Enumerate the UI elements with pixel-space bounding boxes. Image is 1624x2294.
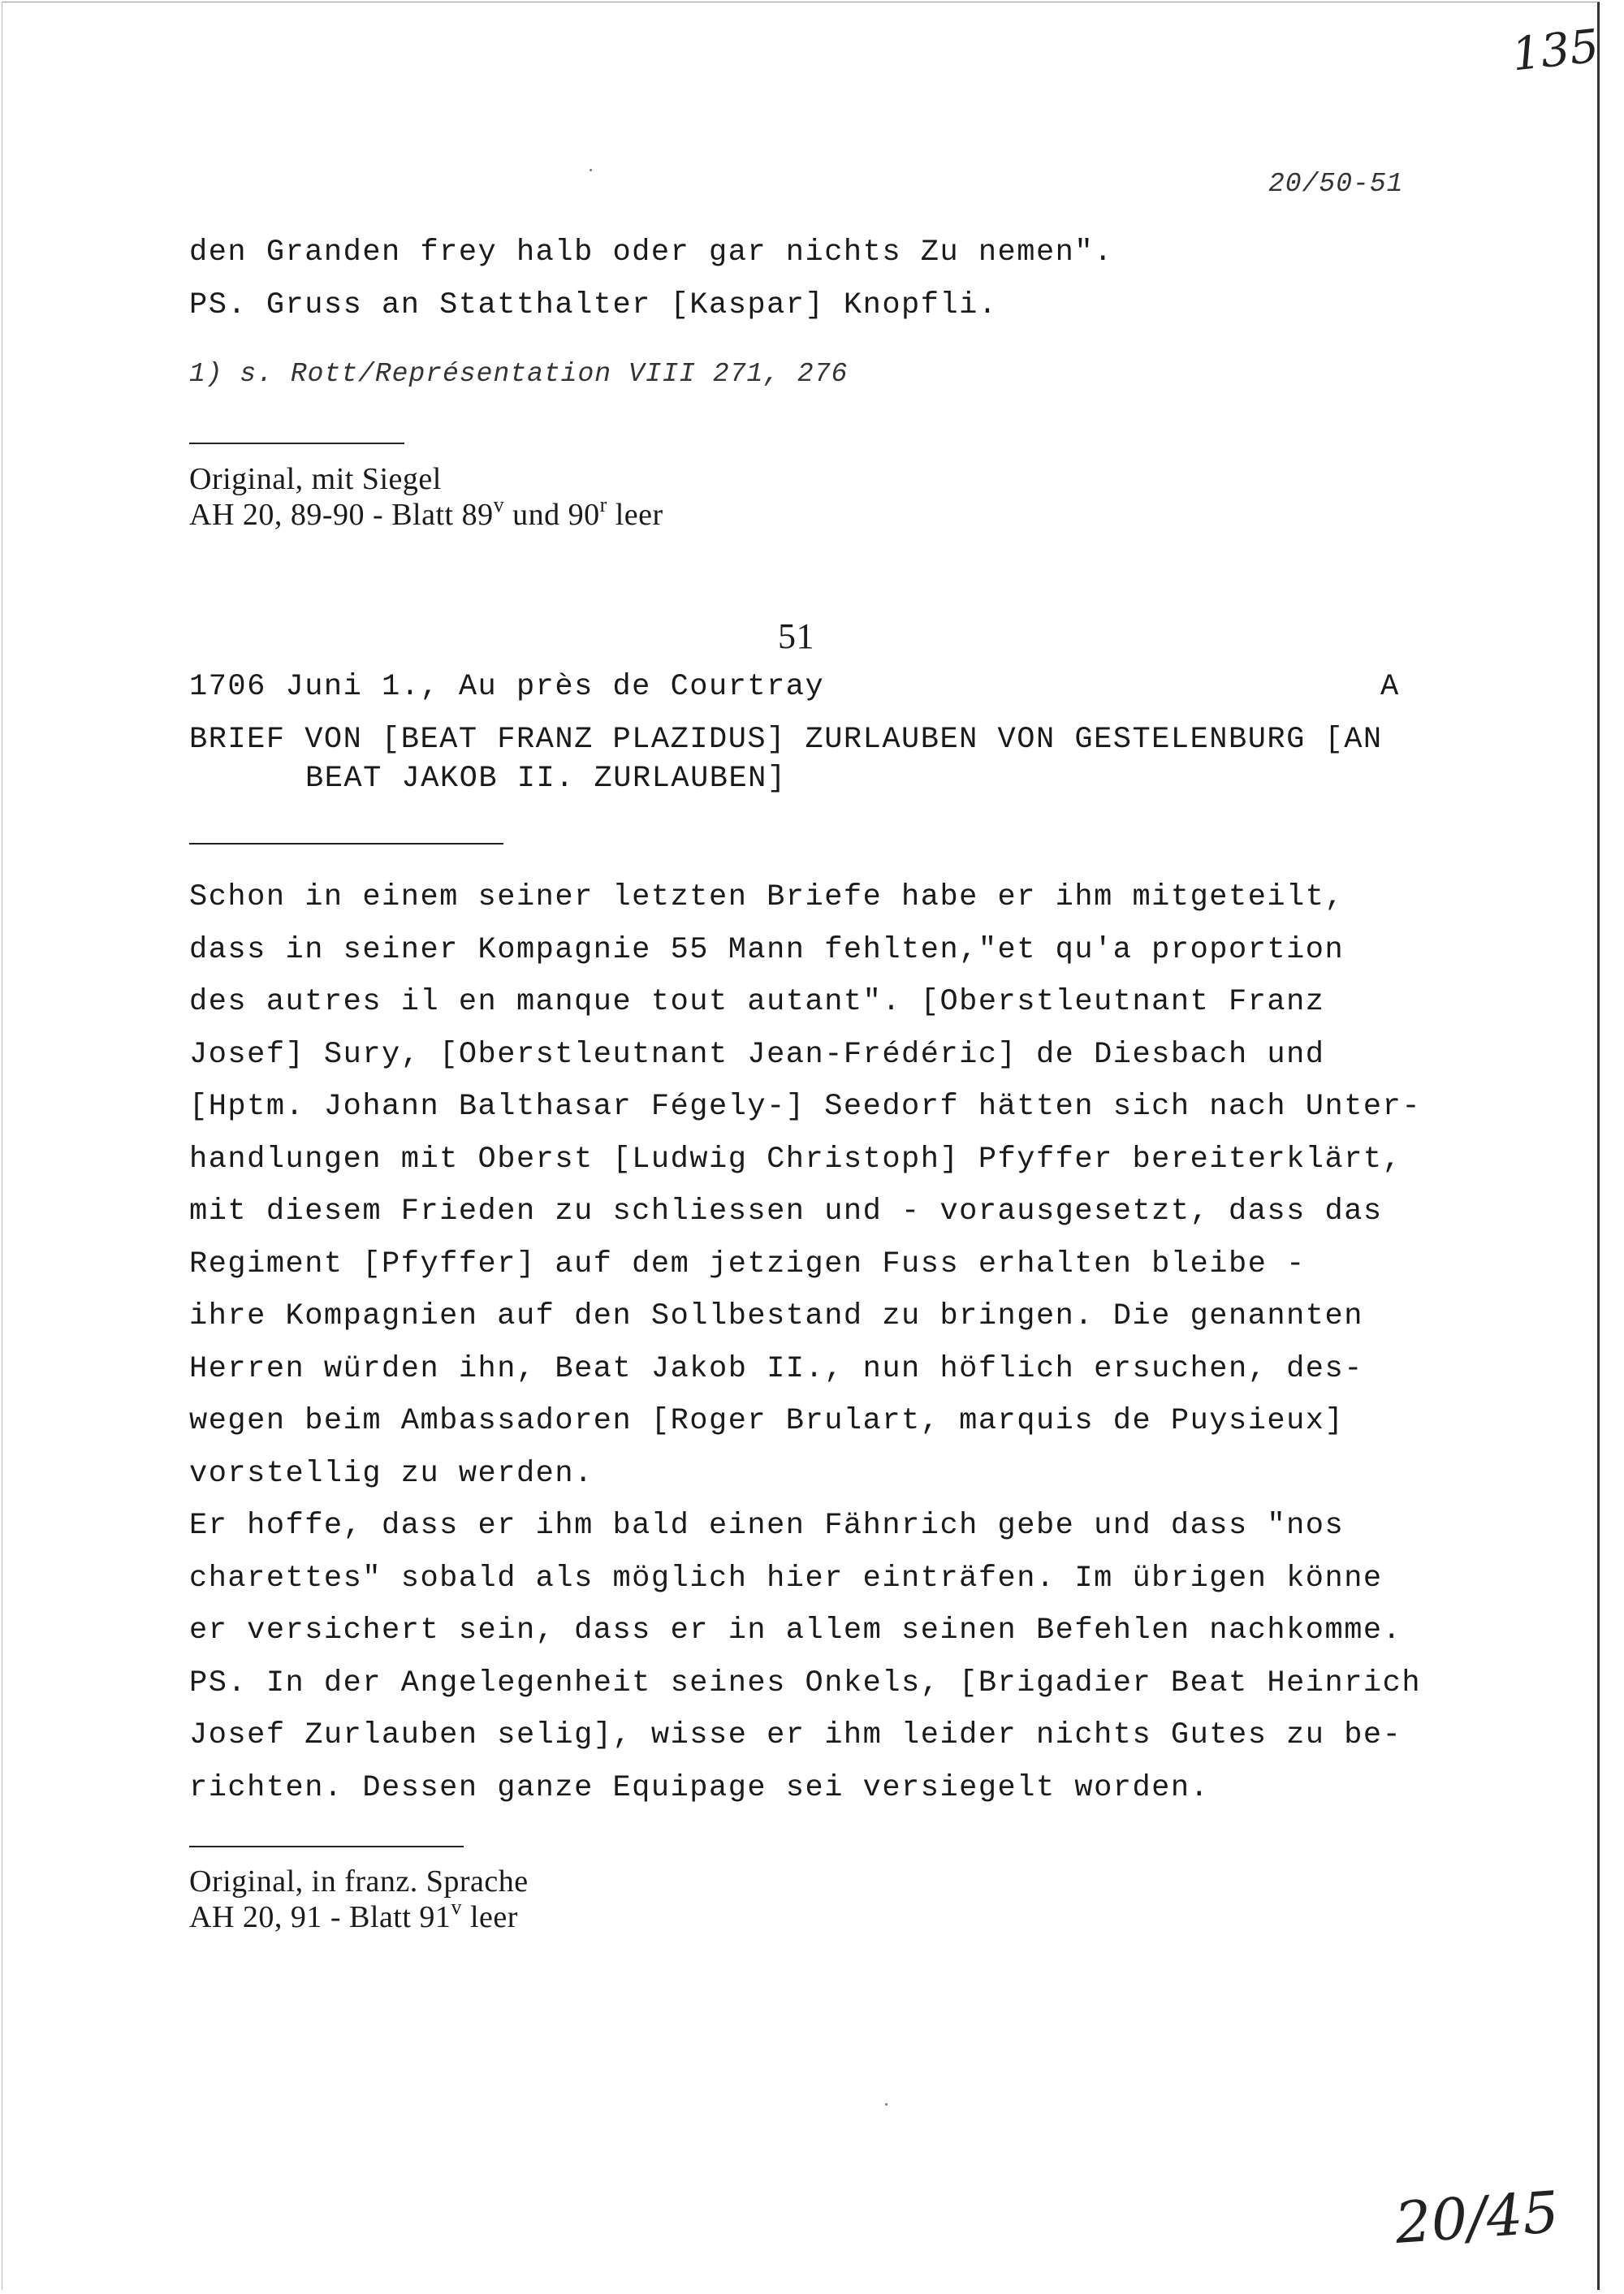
verso-mark: v (451, 1895, 462, 1919)
source-ref-text: AH 20, 89-90 - Blatt 89 (189, 498, 494, 532)
source-separator-rule-2 (189, 1846, 464, 1847)
entry-marker: A (1380, 670, 1400, 704)
summary-line: Herren würden ihn, Beat Jakob II., nun höflich ersuchen, des- (189, 1351, 1363, 1386)
speck (885, 2103, 888, 2106)
verso-mark: v (493, 493, 505, 516)
summary-text (189, 871, 1421, 1814)
entry-date-place: 1706 Juni 1., Au près de Courtray (189, 670, 825, 704)
source-ref-text-2: und 90 (504, 498, 600, 532)
entry-title-line-1: BRIEF VON [BEAT FRANZ PLAZIDUS] ZURLAUBEN VON GESTELENBURG [AN (189, 723, 1383, 757)
document-reference: 20/50-51 (1268, 169, 1404, 199)
recto-mark: r (599, 493, 607, 516)
summary-line: Schon in einem seiner letzten Briefe habe er ihm mitgeteilt, (189, 880, 1345, 914)
footnote: 1) s. Rott/Représentation VIII 271, 276 (189, 359, 849, 389)
summary-line: charettes" sobald als möglich hier einträfen. Im übrigen könne (189, 1561, 1383, 1596)
summary-line: des autres il en manque tout autant". [Oberstleutnant Franz (189, 985, 1325, 1019)
source-ref-text-3: leer (607, 498, 663, 532)
source-ref-text: AH 20, 91 - Blatt 91 (189, 1900, 451, 1934)
summary-line: dass in seiner Kompagnie 55 Mann fehlten,"et qu'a proportion (189, 932, 1345, 967)
handwritten-archive-number: 20/45 (1393, 2179, 1561, 2257)
source-note-line-1: Original, mit Siegel (189, 462, 442, 496)
summary-line: Er hoffe, dass er ihm bald einen Fähnrich gebe und dass "nos (189, 1509, 1345, 1543)
source-note-2-line-2 (189, 1895, 518, 1935)
speck (590, 169, 592, 171)
summary-line: richten. Dessen ganze Equipage sei versiegelt worden. (189, 1770, 1210, 1805)
entry-number: 51 (778, 616, 814, 656)
entry-title-line-2: BEAT JAKOB II. ZURLAUBEN] (305, 762, 787, 796)
summary-line: vorstellig zu werden. (189, 1456, 594, 1491)
title-separator-rule (189, 843, 503, 845)
continuation-line-1: den Granden frey halb oder gar nichts Zu nemen". (189, 235, 1113, 270)
summary-line: er versichert sein, dass er in allem seinen Befehlen nachkomme. (189, 1614, 1402, 1648)
summary-line: mit diesem Frieden zu schliessen und - vorausgesetzt, dass das (189, 1195, 1383, 1229)
continuation-line-2: PS. Gruss an Statthalter [Kaspar] Knopfli. (189, 288, 998, 322)
summary-line: ihre Kompagnien auf den Sollbestand zu bringen. Die genannten (189, 1299, 1363, 1333)
source-ref-text-2: leer (461, 1900, 518, 1934)
summary-line: Josef] Sury, [Oberstleutnant Jean-Frédéric] de Diesbach und (189, 1037, 1325, 1072)
summary-line: Regiment [Pfyffer] auf dem jetzigen Fuss erhalten bleibe - (189, 1246, 1306, 1281)
summary-line: Josef Zurlauben selig], wisse er ihm leider nichts Gutes zu be- (189, 1718, 1402, 1752)
handwritten-folio-number: 135 (1509, 19, 1601, 82)
source-note-2-line-1: Original, in franz. Sprache (189, 1864, 529, 1899)
summary-line: handlungen mit Oberst [Ludwig Christoph] Pfyffer bereiterklärt, (189, 1142, 1402, 1177)
summary-line: [Hptm. Johann Balthasar Fégely-] Seedorf hätten sich nach Unter- (189, 1090, 1422, 1124)
summary-line: PS. In der Angelegenheit seines Onkels, [Brigadier Beat Heinrich (189, 1665, 1422, 1700)
source-note-line-2 (189, 493, 663, 533)
source-separator-rule (189, 443, 404, 444)
summary-line: wegen beim Ambassadoren [Roger Brulart, marquis de Puysieux] (189, 1404, 1345, 1438)
